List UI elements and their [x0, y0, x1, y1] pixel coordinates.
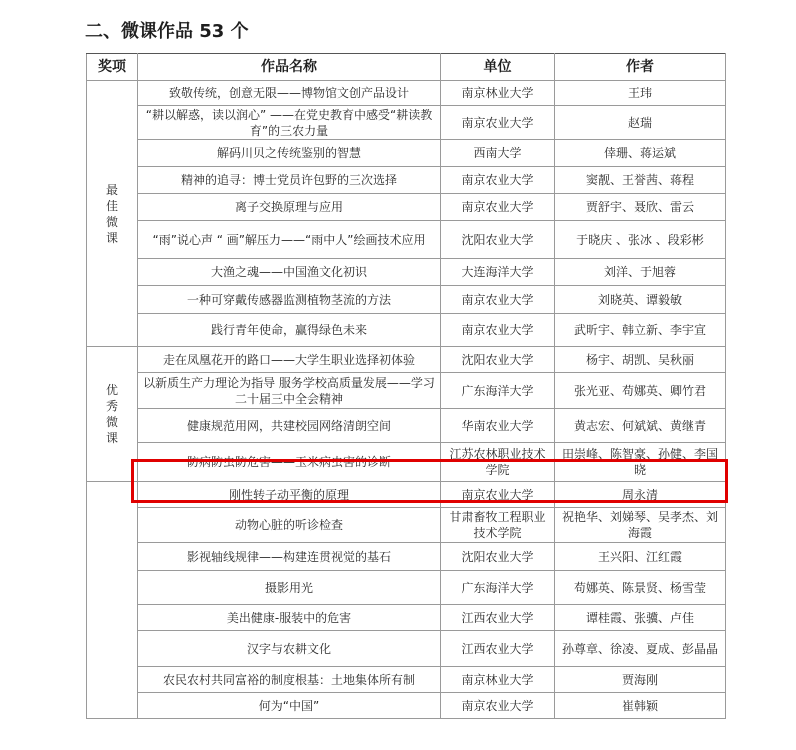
org-cell: 南京农业大学	[441, 314, 555, 347]
table-row	[87, 286, 726, 314]
table-row	[87, 373, 726, 409]
authors-cell: 周永清	[555, 482, 726, 508]
column-header-org: 单位	[441, 54, 555, 81]
authors-cell: 贾舒宇、聂欣、雷云	[555, 194, 726, 221]
org-cell: 广东海洋大学	[441, 373, 555, 409]
authors-cell: 武昕宇、韩立新、李宇宣	[555, 314, 726, 347]
table-row	[87, 543, 726, 571]
org-cell: 大连海洋大学	[441, 259, 555, 286]
title-cell: 精神的追寻：博士党员许包野的三次选择	[138, 167, 441, 194]
authors-cell: 崔韩颖	[555, 693, 726, 719]
title-cell: 大渔之魂——中国渔文化初识	[138, 259, 441, 286]
table-row	[87, 482, 726, 508]
authors-cell: 田崇峰、陈智豪、孙健、李国晓	[555, 443, 726, 482]
awards-table	[86, 53, 726, 719]
authors-cell: 刘晓英、谭毅敏	[555, 286, 726, 314]
title-cell: 致敬传统，创意无限——博物馆文创产品设计	[138, 81, 441, 106]
table-row	[87, 106, 726, 140]
table-header-row	[87, 54, 726, 81]
authors-cell: 祝艳华、刘娣琴、吴孝杰、刘海霞	[555, 508, 726, 543]
column-header-award: 奖项	[87, 54, 138, 81]
org-cell: 沈阳农业大学	[441, 543, 555, 571]
title-cell: 影视轴线规律——构建连贯视觉的基石	[138, 543, 441, 571]
org-cell: 西南大学	[441, 140, 555, 167]
title-cell: 何为“中国”	[138, 693, 441, 719]
title-cell: 一种可穿戴传感器监测植物茎流的方法	[138, 286, 441, 314]
org-cell: 甘肃畜牧工程职业技术学院	[441, 508, 555, 543]
award-label: 最佳微课	[105, 182, 118, 245]
table-row	[87, 508, 726, 543]
org-cell: 江苏农林职业技术学院	[441, 443, 555, 482]
award-label: 优秀微课	[105, 383, 118, 445]
title-cell: “雨”说心声 “ 画”解压力——“雨中人”绘画技术应用	[138, 221, 441, 259]
table-row	[87, 443, 726, 482]
table-row	[87, 631, 726, 667]
authors-cell: 贾海刚	[555, 667, 726, 693]
org-cell: 广东海洋大学	[441, 571, 555, 605]
org-cell: 沈阳农业大学	[441, 347, 555, 373]
table-row	[87, 194, 726, 221]
table-body	[87, 81, 726, 719]
table-row	[87, 259, 726, 286]
org-cell: 南京农业大学	[441, 106, 555, 140]
title-cell: 践行青年使命，赢得绿色未来	[138, 314, 441, 347]
award-cell	[87, 81, 138, 347]
authors-cell: 苟娜英、陈景贤、杨雪莹	[555, 571, 726, 605]
org-cell: 沈阳农业大学	[441, 221, 555, 259]
title-cell: 动物心脏的听诊检查	[138, 508, 441, 543]
table-row	[87, 314, 726, 347]
title-cell: 以新质生产力理论为指导 服务学校高质量发展——学习二十届三中全会精神	[138, 373, 441, 409]
table-row	[87, 140, 726, 167]
table-row	[87, 347, 726, 373]
award-cell-continued	[87, 482, 138, 719]
authors-cell: 于晓庆 、张冰 、段彩彬	[555, 221, 726, 259]
authors-cell: 孙尊章、徐凌、夏成、彭晶晶	[555, 631, 726, 667]
table-row	[87, 667, 726, 693]
org-cell: 南京农业大学	[441, 286, 555, 314]
table-row	[87, 693, 726, 719]
org-cell: 江西农业大学	[441, 631, 555, 667]
authors-cell: 黄志宏、何斌斌、黄继青	[555, 409, 726, 443]
authors-cell: 谭桂霞、张骥、卢佳	[555, 605, 726, 631]
section-heading: 二、微课作品 53 个	[85, 21, 249, 42]
authors-cell: 刘洋、于旭蓉	[555, 259, 726, 286]
org-cell: 南京农业大学	[441, 194, 555, 221]
title-cell: 健康规范用网，共建校园网络清朗空间	[138, 409, 441, 443]
table-row	[87, 605, 726, 631]
title-cell: 离子交换原理与应用	[138, 194, 441, 221]
title-cell: 解码川贝之传统鉴别的智慧	[138, 140, 441, 167]
table-row	[87, 221, 726, 259]
org-cell: 南京农业大学	[441, 693, 555, 719]
table-row	[87, 571, 726, 605]
award-cell	[87, 347, 138, 482]
title-cell: 美出健康-服装中的危害	[138, 605, 441, 631]
title-cell: 摄影用光	[138, 571, 441, 605]
org-cell: 南京林业大学	[441, 81, 555, 106]
title-cell: 刚性转子动平衡的原理	[138, 482, 441, 508]
org-cell: 南京农业大学	[441, 167, 555, 194]
table-row	[87, 167, 726, 194]
authors-cell: 张光亚、苟娜英、卿竹君	[555, 373, 726, 409]
authors-cell: 王兴阳、江红霞	[555, 543, 726, 571]
org-cell: 江西农业大学	[441, 605, 555, 631]
org-cell: 南京林业大学	[441, 667, 555, 693]
title-cell: 防病防虫防危害——玉米病虫害的诊断	[138, 443, 441, 482]
org-cell: 华南农业大学	[441, 409, 555, 443]
column-header-authors: 作者	[555, 54, 726, 81]
table-row	[87, 409, 726, 443]
authors-cell: 王玮	[555, 81, 726, 106]
org-cell: 南京农业大学	[441, 482, 555, 508]
title-cell: 农民农村共同富裕的制度根基：土地集体所有制	[138, 667, 441, 693]
title-cell: 汉字与农耕文化	[138, 631, 441, 667]
column-header-title: 作品名称	[138, 54, 441, 81]
table-row	[87, 81, 726, 106]
authors-cell: 赵瑞	[555, 106, 726, 140]
authors-cell: 倖珊、蒋运斌	[555, 140, 726, 167]
title-cell: “耕以解惑，读以润心” ——在党史教育中感受“耕读教育”的三农力量	[138, 106, 441, 140]
authors-cell: 窦靓、王誉茜、蒋程	[555, 167, 726, 194]
authors-cell: 杨宇、胡凯、吴秋丽	[555, 347, 726, 373]
title-cell: 走在凤凰花开的路口——大学生职业选择初体验	[138, 347, 441, 373]
